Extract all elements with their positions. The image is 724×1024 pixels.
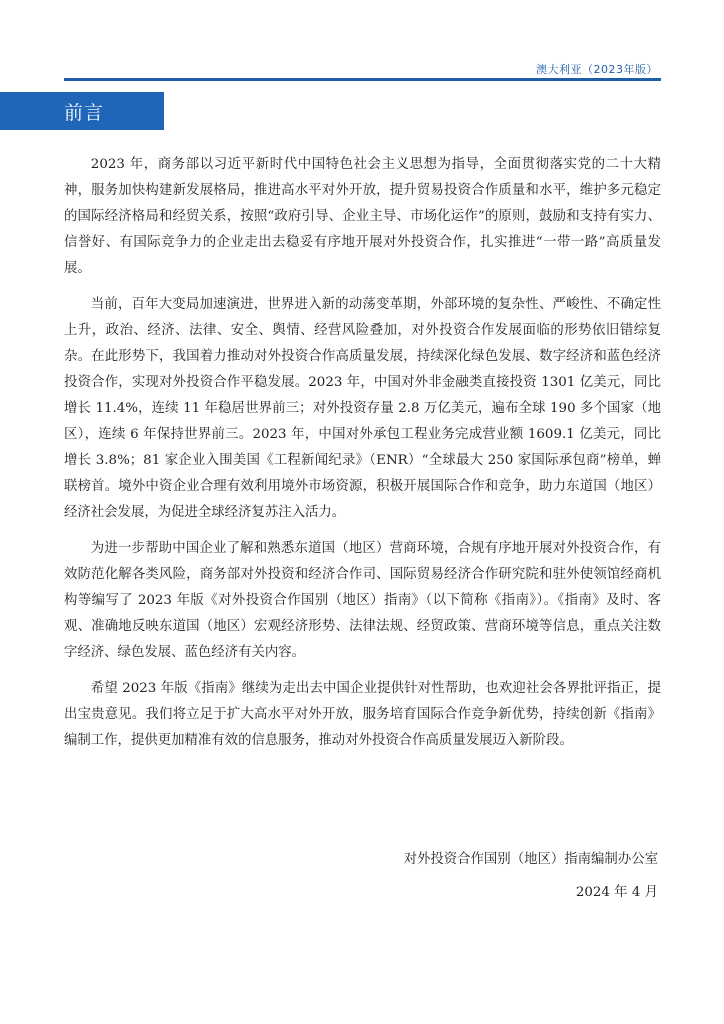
signature-organization: 对外投资合作国别（地区）指南编制办公室 [403,852,658,867]
preface-body [64,152,661,754]
section-title-banner [0,92,164,130]
paragraph: 希望 2023 年版《指南》继续为走出去中国企业提供针对性帮助，也欢迎社会各界批评指正，提出宝贵意见。我们将立足于扩大高水平对外开放，服务培育国际合作竞争新优势，持续创新《指南》编制工作，提供更加精准有效的信息服务，推动对外投资合作高质量发展迈入新阶段。 [64,681,661,748]
running-header: 澳大利亚（2023年版） [536,63,658,76]
signature-date: 2024 年 4 月 [575,885,658,900]
section-title: 前言 [64,101,105,124]
paragraph: 当前，百年大变局加速演进，世界进入新的动荡变革期，外部环境的复杂性、严峻性、不确定性上升，政治、经济、法律、安全、舆情、经营风险叠加，对外投资合作发展面临的形势依旧错综复杂。在此形势下，我国着力推动对外投资合作高质量发展，持续深化绿色发展、数字经济和蓝色经济投资合作，实现对外投资合作平稳发展。2023 年，中国对外非金融类直接投资 1301 亿美元，同比增长 11.4%，连续 11 年稳居世界前三；对外投资存量 2.8 万亿美元，遍布全球 190 多个国家（地区），连续 6 年保持世界前三。2023 年，中国对外承包工程业务完成营业额 1609.1 亿美元，同比增长 3.8%；81 家企业入围美国《工程新闻纪录》（ENR）“全球最大 250 家国际承包商”榜单，蝉联榜首。境外中资企业合理有效利用境外市场资源，积极开展国际合作和竞争，助力东道国（地区）经济社会发展，为促进全球经济复苏注入活力。 [64,297,661,520]
header-divider [64,78,661,81]
paragraph: 为进一步帮助中国企业了解和熟悉东道国（地区）营商环境，合规有序地开展对外投资合作，有效防范化解各类风险，商务部对外投资和经济合作司、国际贸易经济合作研究院和驻外使领馆经商机构等编写了 2023 年版《对外投资合作国别（地区）指南》（以下简称《指南》）。《指南》及时、客观、准确地反映东道国（地区）宏观经济形势、法律法规、经贸政策、营商环境等信息，重点关注数字经济、绿色发展、蓝色经济有关内容。 [64,541,661,660]
paragraph: 2023 年，商务部以习近平新时代中国特色社会主义思想为指导，全面贯彻落实党的二十大精神，服务加快构建新发展格局，推进高水平对外开放，提升贸易投资合作质量和水平，维护多元稳定的国际经济格局和经贸关系，按照“政府引导、企业主导、市场化运作”的原则，鼓励和支持有实力、信誉好、有国际竞争力的企业走出去稳妥有序地开展对外投资合作，扎实推进“一带一路”高质量发展。 [64,157,661,276]
